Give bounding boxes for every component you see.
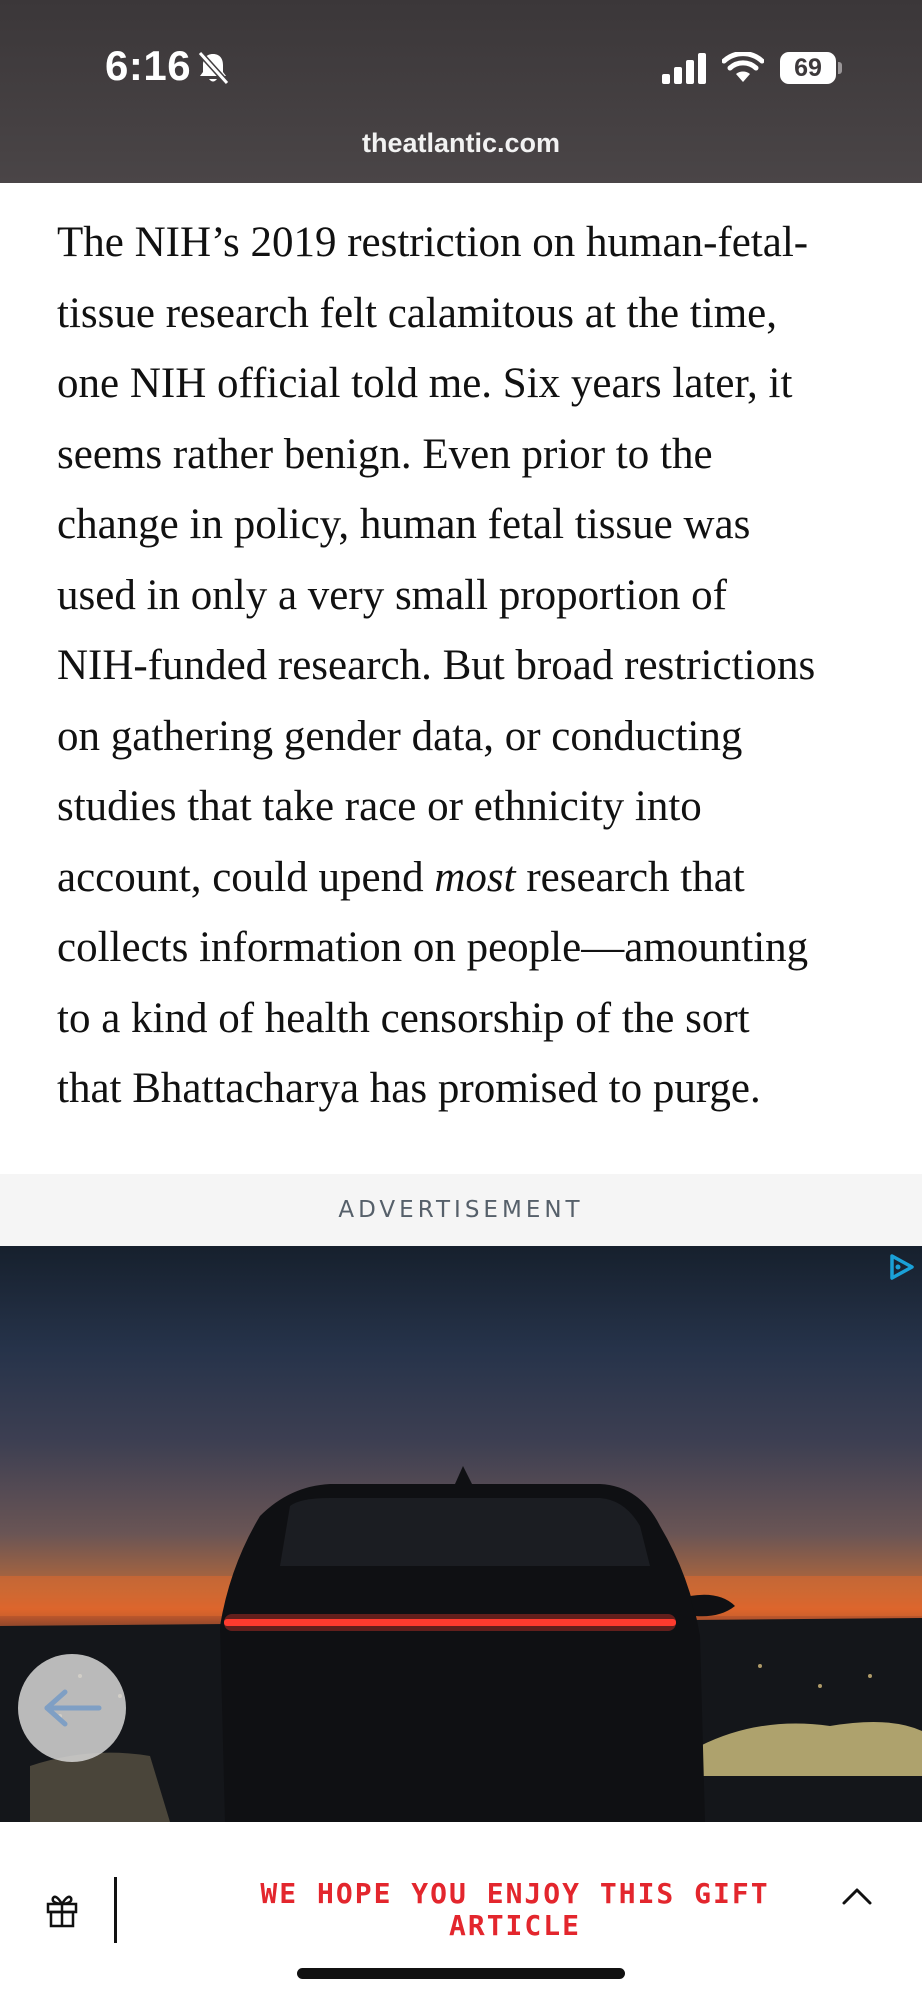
- article-line: collects information on people—amounting: [57, 924, 809, 971]
- gift-article-banner[interactable]: [200, 1878, 830, 1942]
- article-line: on gathering gender data, or conducting: [57, 712, 743, 760]
- adchoices-icon[interactable]: [886, 1252, 916, 1282]
- article-line: one NIH official told me. Six years later, it: [57, 360, 793, 407]
- taillight-glow: [224, 1614, 676, 1631]
- article-line: that Bhattacharya has promised to purge.: [57, 1065, 761, 1112]
- home-indicator[interactable]: [297, 1968, 625, 1979]
- back-button[interactable]: [18, 1654, 126, 1762]
- lit-rocks-left: [30, 1753, 170, 1822]
- article-line: studies that take race or ethnicity into: [57, 783, 702, 830]
- gift-banner-line: ARTICLE: [448, 1909, 581, 1942]
- shark-fin: [455, 1466, 472, 1484]
- car-illustration: [0, 1246, 922, 1822]
- article-line: seems rather benign. Even prior to the: [57, 430, 713, 478]
- advertisement-label: ADVERTISEMENT: [0, 1174, 922, 1246]
- battery-level: 69: [780, 52, 836, 84]
- cellular-signal-icon: [660, 52, 708, 84]
- status-time: 6:16: [105, 42, 192, 89]
- browser-top-bar: [0, 0, 922, 183]
- article-line: used in only a very small proportion of: [57, 571, 727, 619]
- article-line: change in policy, human fetal tissue was: [57, 501, 751, 548]
- article-line: The NIH’s 2019 restriction on human-fetal-: [57, 219, 809, 266]
- article-line: tissue research felt calamitous at the time,: [57, 289, 777, 337]
- article-text: account, could upend: [57, 853, 435, 901]
- advertisement-image[interactable]: [0, 1246, 922, 1822]
- gift-banner-line: WE HOPE YOU ENJOY THIS GIFT: [260, 1877, 770, 1910]
- arrow-left-icon: [41, 1688, 103, 1728]
- battery-icon: [780, 52, 842, 84]
- article-line: [57, 843, 887, 914]
- bell-slash-icon: [196, 50, 230, 86]
- wifi-icon: [722, 52, 764, 84]
- article-emphasis: most: [434, 853, 516, 901]
- chevron-up-icon[interactable]: [840, 1884, 874, 1908]
- address-bar-url[interactable]: theatlantic.com: [361, 128, 561, 158]
- car-window: [280, 1498, 650, 1566]
- bar-divider: [114, 1877, 117, 1943]
- article-line: NIH-funded research. But broad restrictions: [57, 642, 816, 689]
- article-text: research that: [515, 853, 745, 901]
- gift-icon[interactable]: [45, 1892, 79, 1928]
- battery-nub: [838, 62, 842, 74]
- article-line: to a kind of health censorship of the sort: [57, 994, 750, 1042]
- article-paragraph: [57, 208, 887, 1125]
- article-body: [57, 208, 887, 1125]
